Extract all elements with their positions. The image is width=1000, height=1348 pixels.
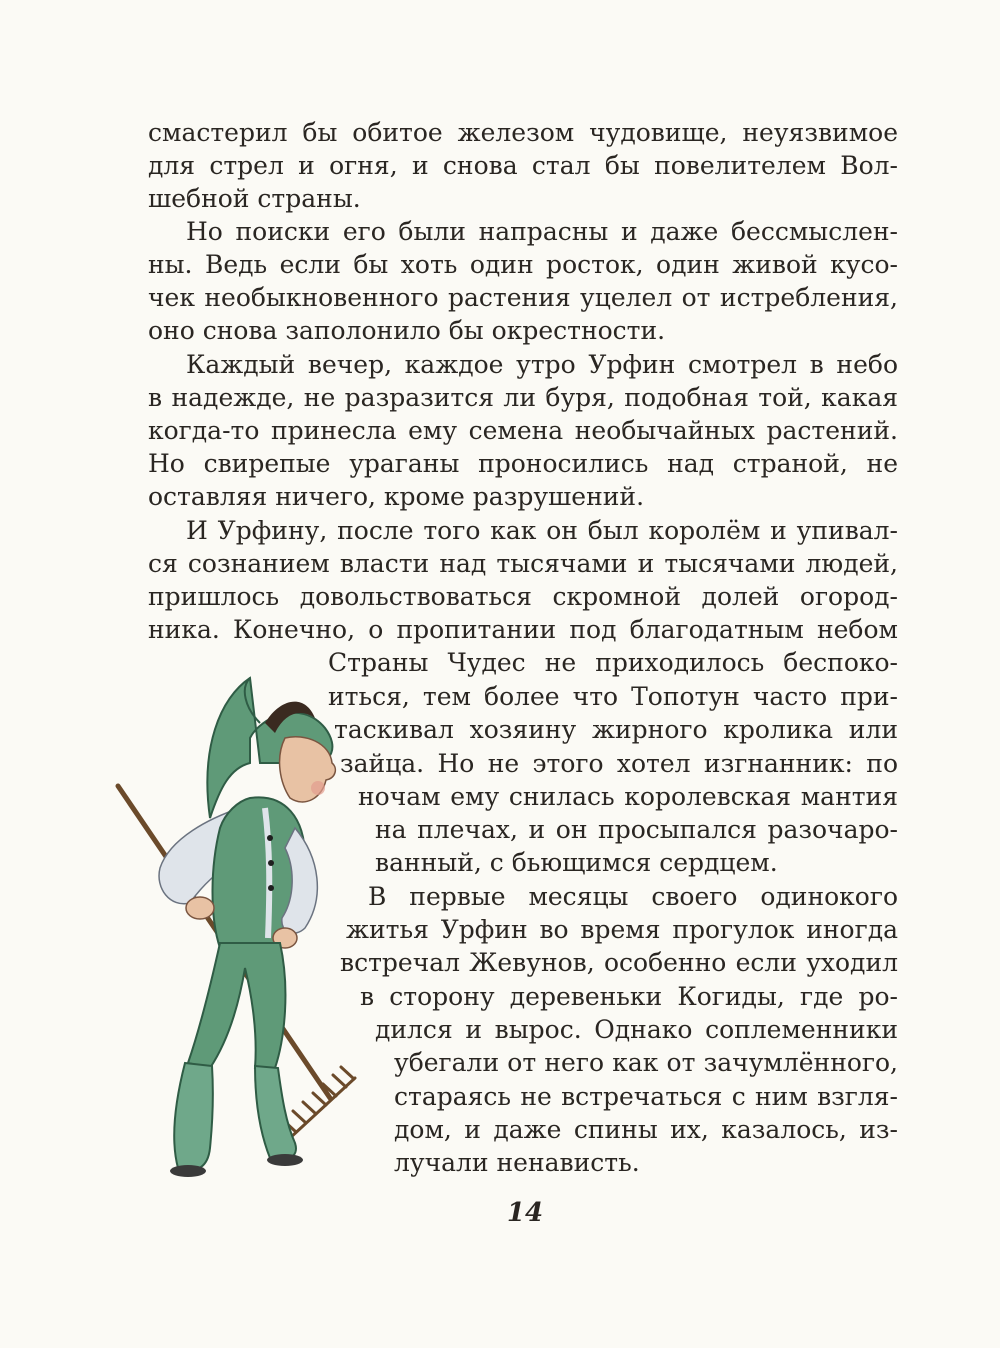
text-line: иться, тем более что Топотун часто при- xyxy=(328,682,898,711)
text-line: ника. Конечно, о пропитании под благодатным небом xyxy=(148,615,898,644)
text-line: смастерил бы обитое железом чудовище, неуязвимое xyxy=(148,118,898,147)
text-line: для стрел и огня, и снова стал бы повелителем Вол- xyxy=(148,151,898,180)
text-line: Каждый вечер, каждое утро Урфин смотрел в небо xyxy=(186,350,898,379)
text-line: ванный, с бьющимся сердцем. xyxy=(375,848,778,877)
text-line: таскивал хозяину жирного кролика или xyxy=(334,715,898,744)
text-line: Но поиски его были напрасны и даже бессмыслен- xyxy=(186,217,898,246)
text-line: оно снова заполонило бы окрестности. xyxy=(148,316,666,345)
gardener-with-rake-illustration xyxy=(100,668,365,1198)
text-line: чек необыкновенного растения уцелел от истребления, xyxy=(148,283,898,312)
text-line: оставляя ничего, кроме разрушений. xyxy=(148,482,645,511)
text-line: когда-то принесла ему семена необычайных растений. xyxy=(148,416,898,445)
text-line: зайца. Но не этого хотел изгнанник: по xyxy=(340,749,898,778)
text-line: в сторону деревеньки Когиды, где ро- xyxy=(360,982,898,1011)
text-line: ны. Ведь если бы хоть один росток, один живой кусо- xyxy=(148,250,898,279)
text-line: житья Урфин во время прогулок иногда xyxy=(346,915,898,944)
text-line: стараясь не встречаться с ним взгля- xyxy=(394,1082,898,1111)
text-line: пришлось довольствоваться скромной долей огород- xyxy=(148,582,898,611)
text-line: в надежде, не разразится ли буря, подобная той, какая xyxy=(148,383,898,412)
text-line: убегали от него как от зачумлённого, xyxy=(394,1048,898,1077)
text-line: встречал Жевунов, особенно если уходил xyxy=(340,948,898,977)
text-line: ночам ему снилась королевская мантия xyxy=(358,782,898,811)
text-line: Страны Чудес не приходилось беспоко- xyxy=(328,648,898,677)
text-line: дился и вырос. Однако соплеменники xyxy=(375,1015,898,1044)
text-line: дом, и даже спины их, казалось, из- xyxy=(394,1115,898,1144)
text-line: на плечах, и он просыпался разочаро- xyxy=(375,815,898,844)
text-line: В первые месяцы своего одинокого xyxy=(368,882,898,911)
text-line: шебной страны. xyxy=(148,184,361,213)
text-line: Но свирепые ураганы проносились над страной, не xyxy=(148,449,898,478)
text-line: И Урфину, после того как он был королём и упивал- xyxy=(186,516,898,545)
text-line: лучали ненависть. xyxy=(394,1148,640,1177)
text-line: ся сознанием власти над тысячами и тысячами людей, xyxy=(148,549,898,578)
page-number: 14 xyxy=(506,1198,544,1228)
